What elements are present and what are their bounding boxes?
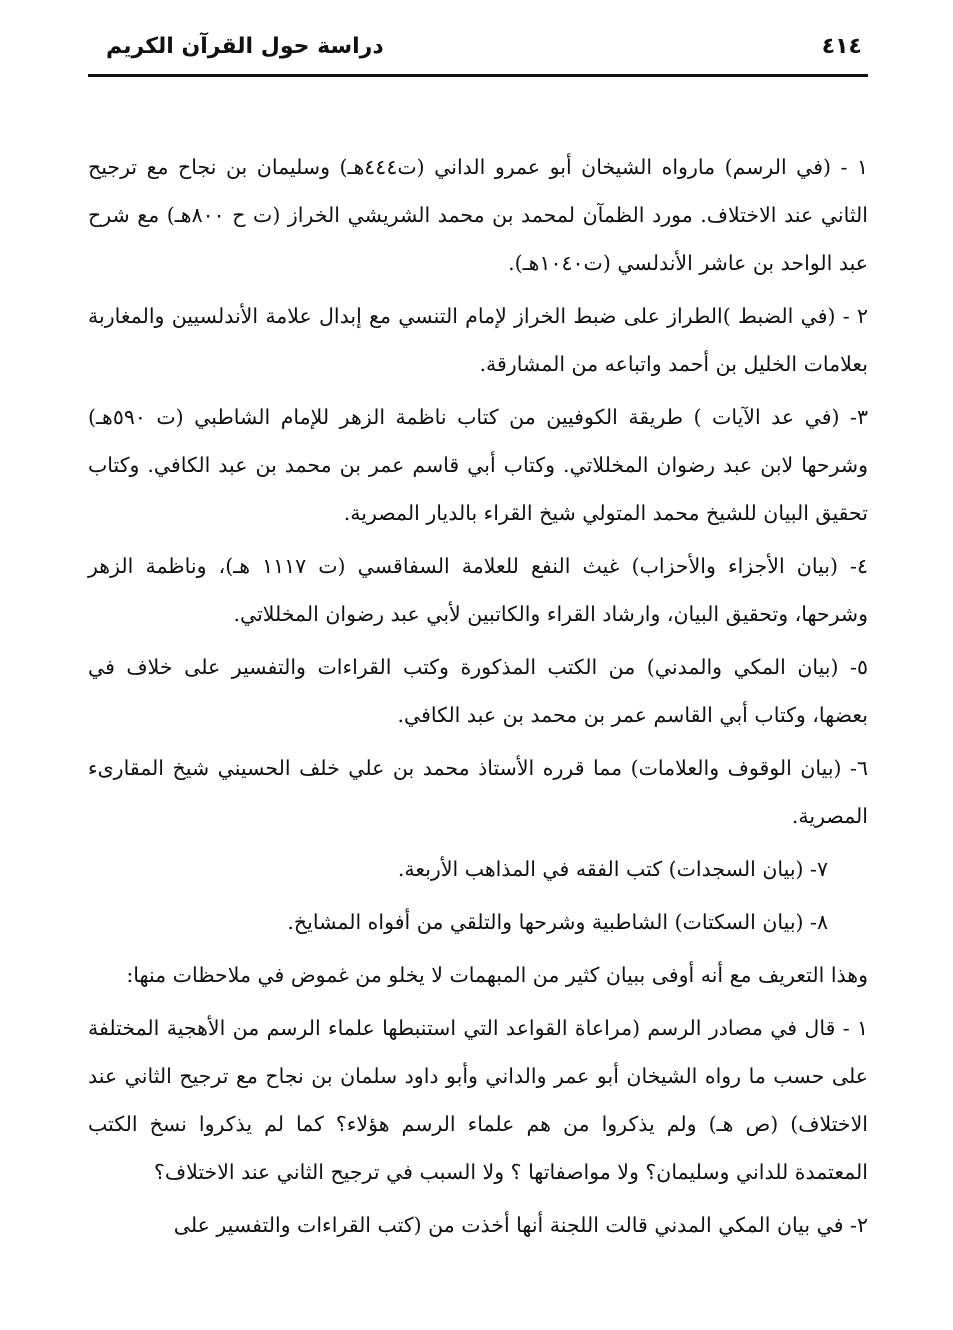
- paragraph-wuquf: ٦- (بيان الوقوف والعلامات) مما قرره الأستاذ محمد بن علي خلف الحسيني شيخ المقارىء المصرية.: [88, 756, 868, 828]
- paragraph-remarks-intro: وهذا التعريف مع أنه أوفى ببيان كثير من المبهمات لا يخلو من غموض في ملاحظات منها:: [126, 963, 868, 987]
- paragraph-remark-2: ٢- في بيان المكي المدني قالت اللجنة أنها أخذت من (كتب القراءات والتفسير على: [173, 1213, 868, 1237]
- paragraph-remark-1: ١ - قال في مصادر الرسم (مراعاة القواعد التي استنبطها علماء الرسم من الأهجية المختلفة على حسب ما رواه الشيخان أبو عمر والداني وأبو داود سلمان بن نجاح مع ترجيح الثاني عند الاختلاف) (ص هـ) ولم يذكروا من هم علماء الرسم هؤلاء؟ كما لم يذكروا نسخ الكتب المعتمدة للداني وسليمان؟ ولا مواصفاتها ؟ ولا السبب في ترجيح الثاني عند الاختلاف؟: [88, 1016, 868, 1184]
- paragraph-makki-madani: ٥- (بيان المكي والمدني) من الكتب المذكورة وكتب القراءات والتفسير على خلاف في بعضها، وكتاب أبي القاسم عمر بن محمد بن عبد الكافي.: [88, 655, 868, 727]
- page-number: ٤١٤: [821, 34, 862, 59]
- paragraph-dabt: ٢ - (في الضبط )الطراز على ضبط الخراز لإمام التنسي مع إبدال علامة الأندلسيين والمغاربة بعلامات الخليل بن أحمد واتباعه من المشارقة.: [88, 304, 868, 376]
- paragraph-ajza-ahzab: ٤- (بيان الأجزاء والأحزاب) غيث النفع للعلامة السفاقسي (ت ١١١٧ هـ)، وناظمة الزهر وشرحها، وتحقيق البيان، وارشاد القراء والكاتبين لأبي عبد رضوان المخللاتي.: [88, 554, 868, 626]
- book-page: [88, 30, 868, 1310]
- book-title: دراسة حول القرآن الكريم: [106, 34, 384, 59]
- running-header: [88, 30, 868, 77]
- paragraph-verse-count: ٣- (في عد الآيات ) طريقة الكوفيين من كتاب ناظمة الزهر للإمام الشاطبي (ت ٥٩٠هـ) وشرحها لابن عبد رضوان المخللاتي. وكتاب أبي قاسم عمر بن محمد بن عبد الكافي. وكتاب تحقيق البيان للشيخ محمد المتولي شيخ القراء بالديار المصرية.: [88, 405, 868, 525]
- paragraph-saktat: ٨- (بيان السكتات) الشاطبية وشرحها والتلقي من أفواه المشايخ.: [287, 910, 828, 934]
- body-text: [88, 143, 868, 1249]
- paragraph-rasm-sources: ١ - (في الرسم) مارواه الشيخان أبو عمرو الداني (ت٤٤٤هـ) وسليمان بن نجاح مع ترجيح الثاني عند الاختلاف. مورد الظمآن لمحمد بن محمد الشريشي الخراز (ت ح ٨٠٠هـ) مع شرح عبد الواحد بن عاشر الأندلسي (ت١٠٤٠هـ).: [88, 155, 869, 275]
- paragraph-sajdat: ٧- (بيان السجدات) كتب الفقه في المذاهب الأربعة.: [397, 857, 828, 881]
